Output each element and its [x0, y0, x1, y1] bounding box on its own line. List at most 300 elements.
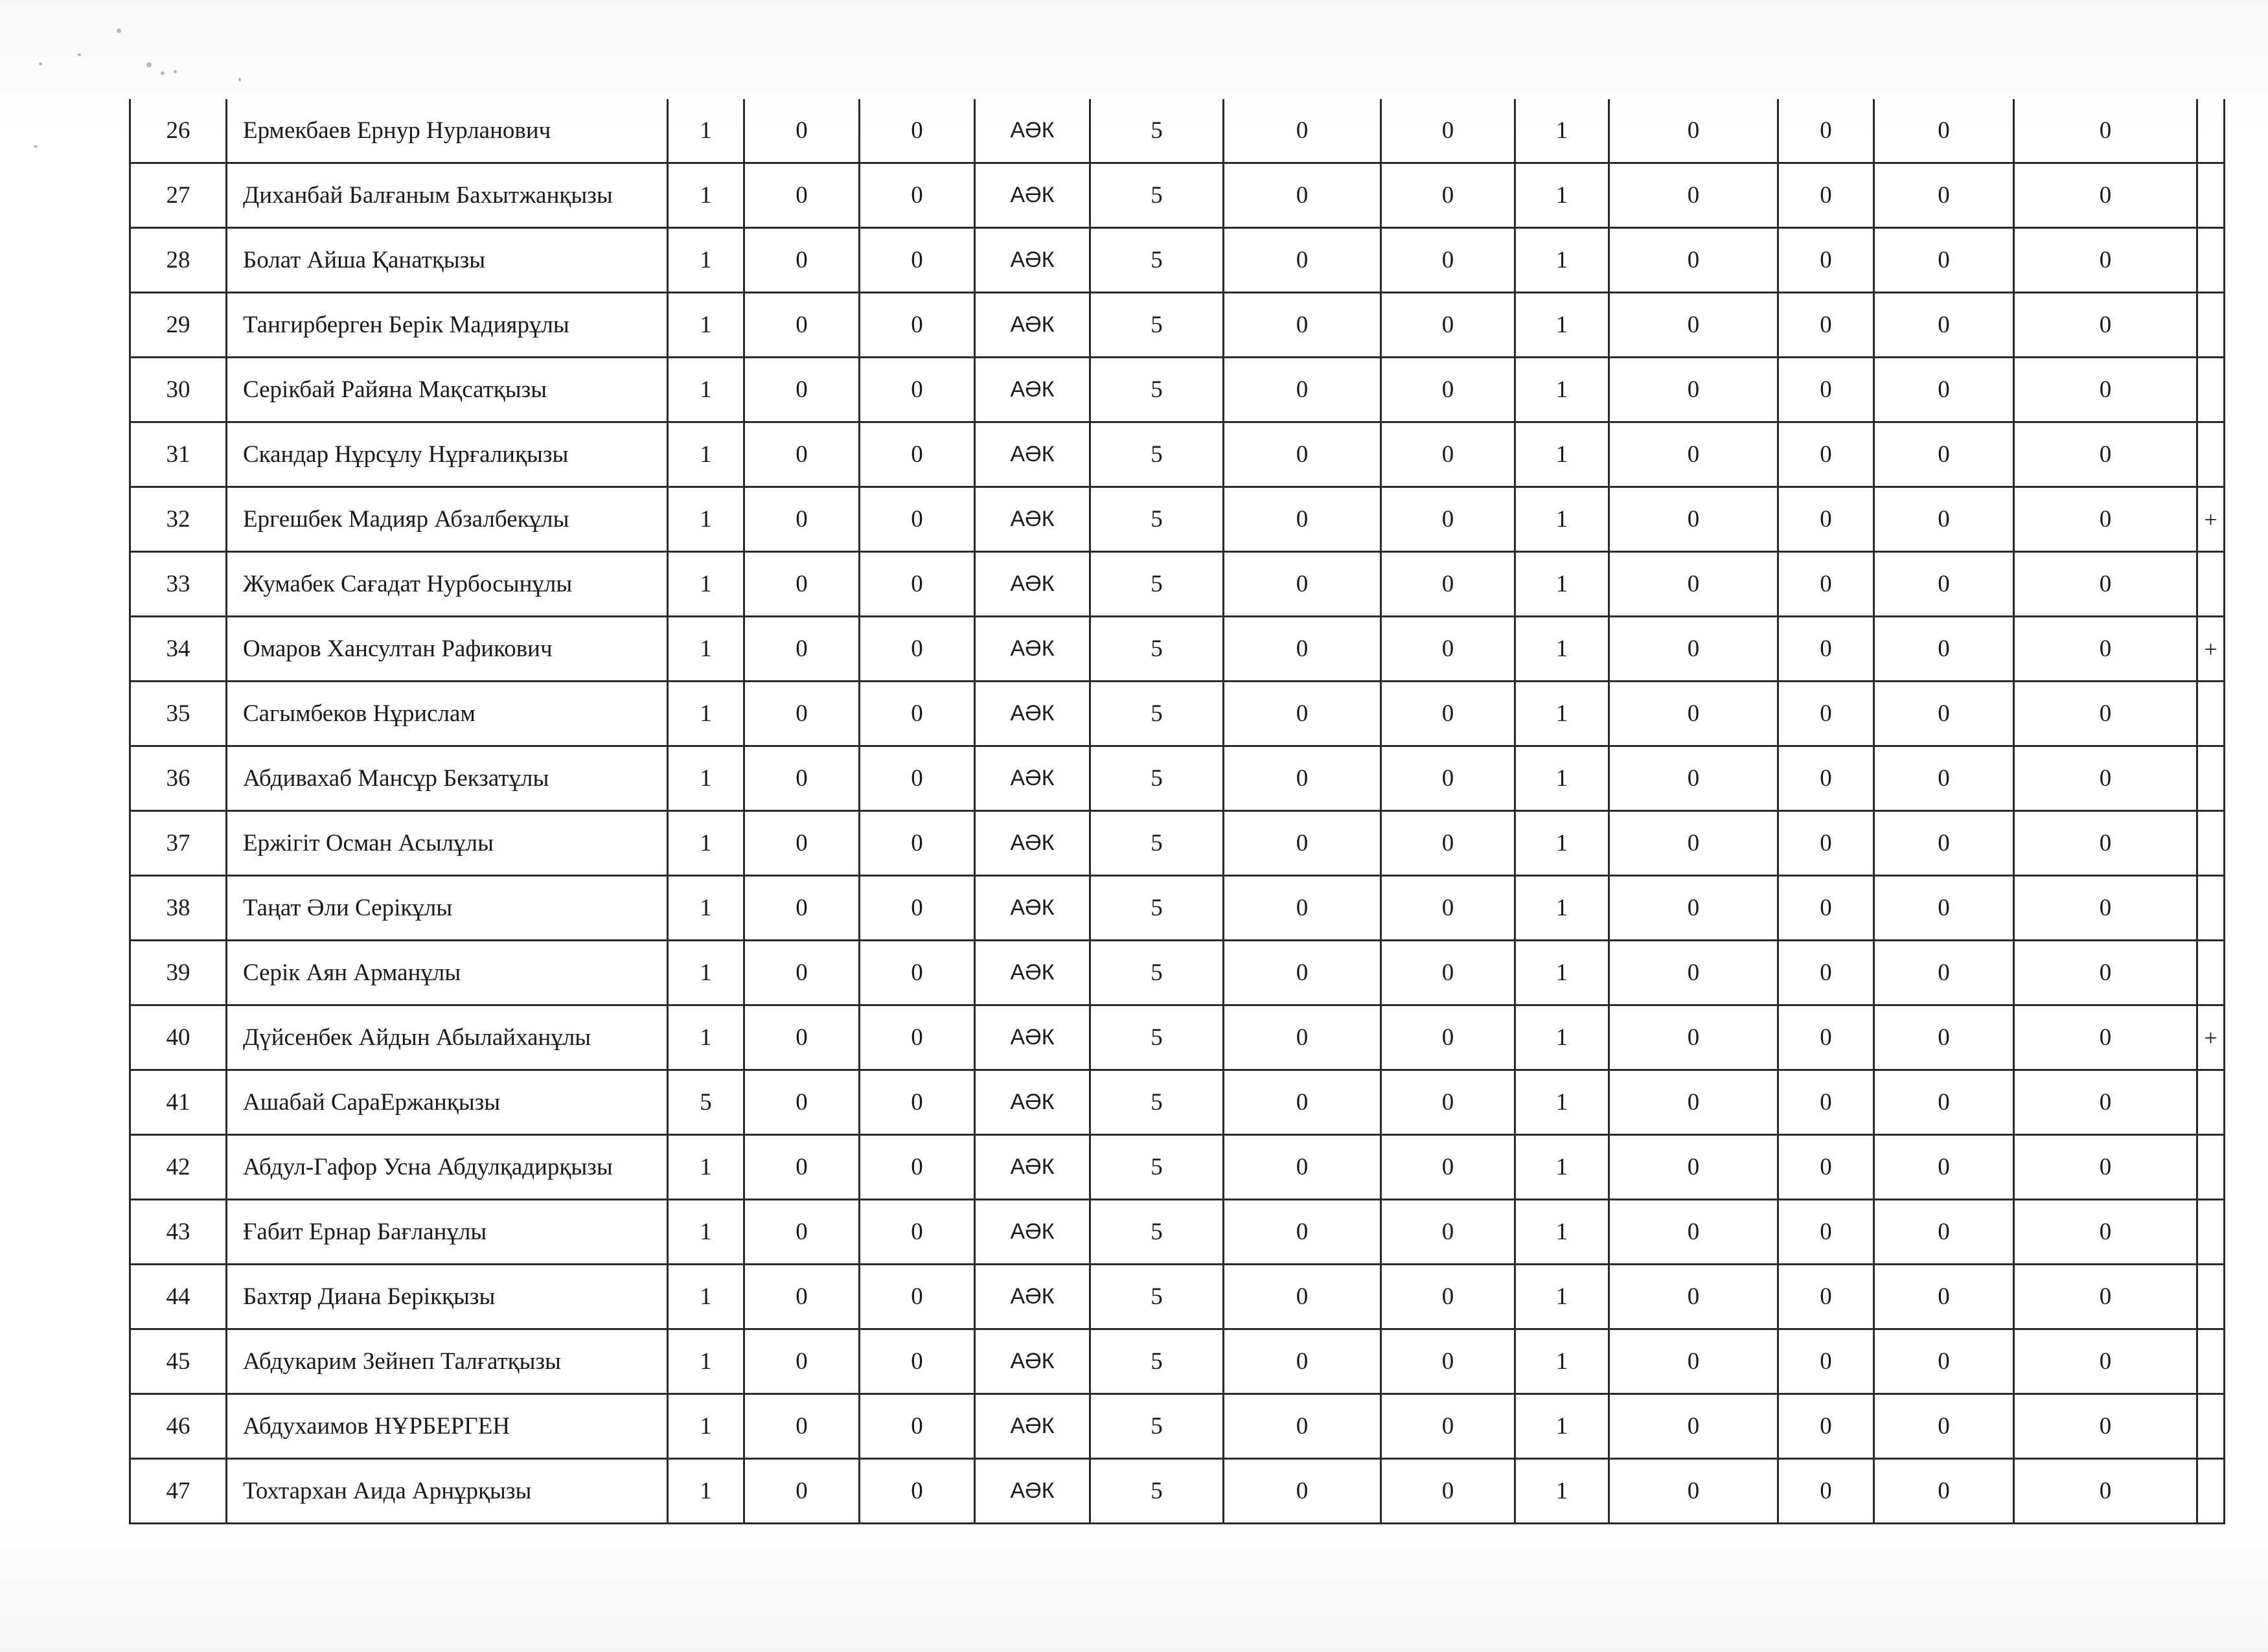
row-number-cell: 47 [130, 1459, 227, 1524]
table-cell: 0 [744, 746, 860, 811]
table-row [130, 1135, 2225, 1200]
table-cell: 5 [1090, 811, 1224, 876]
code-cell: АӘК [975, 746, 1090, 811]
code-cell: АӘК [975, 1135, 1090, 1200]
table-cell: 5 [1090, 293, 1224, 358]
table-cell: 0 [860, 99, 975, 163]
table-cell: 1 [668, 552, 744, 617]
table-cell: 0 [1874, 811, 2014, 876]
table-cell: 0 [1609, 228, 1778, 293]
table-cell: 0 [2014, 746, 2197, 811]
table-cell: 0 [1778, 876, 1874, 941]
mark-cell: + [2197, 487, 2225, 552]
table-cell: 0 [1778, 1459, 1874, 1524]
table-cell: 0 [1224, 876, 1381, 941]
table-cell: 0 [1874, 422, 2014, 487]
table-cell: 0 [1874, 228, 2014, 293]
mark-cell [2197, 1070, 2225, 1135]
row-number-cell: 36 [130, 746, 227, 811]
table-cell: 0 [1224, 746, 1381, 811]
table-row [130, 99, 2225, 163]
table-cell: 1 [668, 1394, 744, 1459]
table-cell: 1 [1515, 422, 1609, 487]
mark-cell [2197, 746, 2225, 811]
table-cell: 1 [668, 228, 744, 293]
table-cell: 0 [860, 617, 975, 682]
table-cell: 0 [1609, 1135, 1778, 1200]
row-number-cell: 39 [130, 941, 227, 1005]
table-cell: 1 [1515, 1070, 1609, 1135]
table-cell: 0 [860, 228, 975, 293]
table-cell: 1 [668, 358, 744, 422]
table-cell: 1 [668, 1459, 744, 1524]
table-cell: 0 [1381, 617, 1515, 682]
table-cell: 0 [1224, 941, 1381, 1005]
table-cell: 0 [2014, 293, 2197, 358]
table-cell: 0 [2014, 1329, 2197, 1394]
table-cell: 0 [1224, 617, 1381, 682]
table-cell: 0 [1778, 746, 1874, 811]
row-number-cell: 31 [130, 422, 227, 487]
table-cell: 0 [1224, 1070, 1381, 1135]
code-cell: АӘК [975, 358, 1090, 422]
table-cell: 5 [1090, 552, 1224, 617]
table-cell: 0 [1381, 811, 1515, 876]
student-name-cell: Серікбай Райяна Мақсатқызы [227, 358, 668, 422]
row-number-cell: 29 [130, 293, 227, 358]
table-cell: 0 [1224, 163, 1381, 228]
row-number-cell: 27 [130, 163, 227, 228]
table-cell: 0 [1381, 487, 1515, 552]
student-name-cell: Абдивахаб Мансұр Бекзатұлы [227, 746, 668, 811]
table-cell: 1 [1515, 552, 1609, 617]
table-cell: 0 [1609, 1005, 1778, 1070]
table-cell: 0 [1381, 746, 1515, 811]
table-cell: 0 [1609, 876, 1778, 941]
table-cell: 1 [1515, 746, 1609, 811]
student-name-cell: Скандар Нұрсұлу Нұрғалиқызы [227, 422, 668, 487]
table-cell: 1 [1515, 1265, 1609, 1329]
student-name-cell: Болат Айша Қанатқызы [227, 228, 668, 293]
table-cell: 0 [860, 358, 975, 422]
table-row [130, 487, 2225, 552]
table-row [130, 293, 2225, 358]
table-cell: 0 [1874, 746, 2014, 811]
table-cell: 1 [668, 1265, 744, 1329]
mark-cell [2197, 1329, 2225, 1394]
mark-cell: + [2197, 1005, 2225, 1070]
table-cell: 0 [2014, 1459, 2197, 1524]
table-cell: 0 [1874, 941, 2014, 1005]
table-cell: 0 [2014, 1265, 2197, 1329]
table-cell: 0 [744, 1005, 860, 1070]
table-cell: 0 [1874, 293, 2014, 358]
table-cell: 0 [744, 1265, 860, 1329]
table-cell: 0 [1224, 99, 1381, 163]
table-cell: 1 [1515, 1005, 1609, 1070]
table-row [130, 1329, 2225, 1394]
table-cell: 0 [1609, 163, 1778, 228]
table-body [130, 99, 2225, 1524]
table-cell: 0 [1874, 1394, 2014, 1459]
table-cell: 1 [668, 422, 744, 487]
code-cell: АӘК [975, 487, 1090, 552]
mark-cell [2197, 293, 2225, 358]
table-cell: 0 [1381, 1394, 1515, 1459]
mark-cell [2197, 228, 2225, 293]
table-cell: 0 [1874, 1005, 2014, 1070]
student-name-cell: Ергешбек Мадияр Абзалбекұлы [227, 487, 668, 552]
student-name-cell: Жумабек Сағадат Нурбосынұлы [227, 552, 668, 617]
table-cell: 0 [1609, 941, 1778, 1005]
table-cell: 1 [1515, 1135, 1609, 1200]
table-cell: 1 [1515, 1329, 1609, 1394]
code-cell: АӘК [975, 811, 1090, 876]
mark-cell [2197, 1459, 2225, 1524]
mark-cell [2197, 1265, 2225, 1329]
table-cell: 0 [860, 422, 975, 487]
code-cell: АӘК [975, 1265, 1090, 1329]
table-cell: 0 [860, 941, 975, 1005]
table-cell: 5 [1090, 1135, 1224, 1200]
table-cell: 0 [1224, 1329, 1381, 1394]
grades-table [129, 99, 2225, 1524]
table-cell: 0 [2014, 1200, 2197, 1265]
table-cell: 5 [1090, 876, 1224, 941]
table-cell: 1 [1515, 228, 1609, 293]
table-row [130, 1070, 2225, 1135]
table-cell: 0 [744, 941, 860, 1005]
table-cell: 0 [744, 617, 860, 682]
table-cell: 0 [1381, 358, 1515, 422]
code-cell: АӘК [975, 163, 1090, 228]
mark-cell [2197, 99, 2225, 163]
table-cell: 5 [1090, 1200, 1224, 1265]
table-cell: 1 [668, 941, 744, 1005]
table-cell: 0 [1224, 1265, 1381, 1329]
table-cell: 5 [1090, 487, 1224, 552]
code-cell: АӘК [975, 1005, 1090, 1070]
table-cell: 1 [668, 617, 744, 682]
mark-cell [2197, 422, 2225, 487]
table-cell: 5 [1090, 617, 1224, 682]
table-cell: 0 [744, 228, 860, 293]
table-cell: 0 [1874, 682, 2014, 746]
table-cell: 0 [1381, 422, 1515, 487]
table-cell: 1 [1515, 811, 1609, 876]
table-cell: 0 [2014, 1070, 2197, 1135]
table-cell: 0 [2014, 1005, 2197, 1070]
table-cell: 1 [1515, 487, 1609, 552]
table-row [130, 682, 2225, 746]
table-cell: 0 [1874, 1265, 2014, 1329]
student-name-cell: Ержігіт Осман Асылұлы [227, 811, 668, 876]
table-cell: 0 [1381, 876, 1515, 941]
table-cell: 0 [744, 1070, 860, 1135]
table-cell: 0 [744, 1329, 860, 1394]
row-number-cell: 35 [130, 682, 227, 746]
student-name-cell: Диханбай Балғаным Бахытжанқызы [227, 163, 668, 228]
row-number-cell: 28 [130, 228, 227, 293]
table-cell: 0 [1874, 1329, 2014, 1394]
table-cell: 5 [1090, 1394, 1224, 1459]
student-name-cell: Тангирберген Берік Мадиярұлы [227, 293, 668, 358]
table-cell: 1 [1515, 358, 1609, 422]
table-cell: 0 [1381, 1135, 1515, 1200]
row-number-cell: 37 [130, 811, 227, 876]
student-name-cell: Тохтархан Аида Арнұрқызы [227, 1459, 668, 1524]
mark-cell [2197, 876, 2225, 941]
table-cell: 0 [1874, 1459, 2014, 1524]
table-cell: 0 [1381, 1459, 1515, 1524]
table-cell: 1 [668, 1005, 744, 1070]
table-cell: 0 [1224, 293, 1381, 358]
table-cell: 0 [1874, 1135, 2014, 1200]
table-cell: 1 [1515, 941, 1609, 1005]
row-number-cell: 43 [130, 1200, 227, 1265]
row-number-cell: 30 [130, 358, 227, 422]
table-cell: 0 [1381, 552, 1515, 617]
student-name-cell: Омаров Хансултан Рафикович [227, 617, 668, 682]
table-cell: 0 [1381, 941, 1515, 1005]
mark-cell [2197, 941, 2225, 1005]
table-cell: 0 [1874, 1070, 2014, 1135]
table-cell: 1 [668, 811, 744, 876]
mark-cell [2197, 552, 2225, 617]
table-cell: 0 [2014, 1135, 2197, 1200]
mark-cell [2197, 358, 2225, 422]
table-cell: 0 [860, 1394, 975, 1459]
table-cell: 0 [1778, 228, 1874, 293]
table-cell: 1 [668, 487, 744, 552]
table-cell: 0 [1381, 163, 1515, 228]
table-cell: 0 [744, 1459, 860, 1524]
table-row [130, 617, 2225, 682]
table-cell: 1 [1515, 617, 1609, 682]
table-row [130, 1005, 2225, 1070]
student-name-cell: Серік Аян Арманұлы [227, 941, 668, 1005]
table-cell: 0 [744, 552, 860, 617]
table-cell: 0 [2014, 422, 2197, 487]
table-cell: 0 [1609, 617, 1778, 682]
student-name-cell: Абдул-Гафор Усна Абдулқадирқызы [227, 1135, 668, 1200]
table-cell: 0 [1609, 487, 1778, 552]
table-cell: 1 [1515, 876, 1609, 941]
row-number-cell: 46 [130, 1394, 227, 1459]
table-cell: 0 [1778, 1070, 1874, 1135]
table-cell: 0 [1874, 163, 2014, 228]
table-cell: 0 [1778, 1394, 1874, 1459]
table-cell: 0 [1609, 1200, 1778, 1265]
code-cell: АӘК [975, 293, 1090, 358]
table-cell: 0 [1778, 1135, 1874, 1200]
table-cell: 0 [860, 1265, 975, 1329]
table-cell: 0 [2014, 941, 2197, 1005]
table-cell: 0 [1381, 1200, 1515, 1265]
table-cell: 0 [860, 1005, 975, 1070]
table-cell: 0 [2014, 99, 2197, 163]
table-cell: 0 [744, 293, 860, 358]
table-cell: 5 [1090, 746, 1224, 811]
table-cell: 0 [1224, 1459, 1381, 1524]
table-cell: 0 [1778, 1200, 1874, 1265]
table-cell: 1 [668, 99, 744, 163]
table-cell: 0 [1609, 1070, 1778, 1135]
table-row [130, 228, 2225, 293]
table-cell: 1 [1515, 1394, 1609, 1459]
code-cell: АӘК [975, 1070, 1090, 1135]
table-cell: 0 [1609, 99, 1778, 163]
code-cell: АӘК [975, 941, 1090, 1005]
table-cell: 0 [1874, 99, 2014, 163]
table-cell: 0 [1224, 1200, 1381, 1265]
table-cell: 0 [1224, 1135, 1381, 1200]
table-cell: 0 [744, 1135, 860, 1200]
code-cell: АӘК [975, 422, 1090, 487]
code-cell: АӘК [975, 1200, 1090, 1265]
student-name-cell: Бахтяр Диана Берікқызы [227, 1265, 668, 1329]
table-cell: 0 [2014, 811, 2197, 876]
table-cell: 0 [1778, 358, 1874, 422]
row-number-cell: 40 [130, 1005, 227, 1070]
table-cell: 0 [860, 552, 975, 617]
table-cell: 0 [860, 682, 975, 746]
row-number-cell: 38 [130, 876, 227, 941]
table-cell: 0 [1609, 682, 1778, 746]
code-cell: АӘК [975, 617, 1090, 682]
table-cell: 0 [1224, 422, 1381, 487]
table-cell: 5 [1090, 99, 1224, 163]
row-number-cell: 34 [130, 617, 227, 682]
student-name-cell: Сагымбеков Нұрислам [227, 682, 668, 746]
table-cell: 0 [1778, 811, 1874, 876]
table-cell: 0 [2014, 617, 2197, 682]
code-cell: АӘК [975, 228, 1090, 293]
code-cell: АӘК [975, 876, 1090, 941]
table-cell: 1 [668, 1135, 744, 1200]
table-row [130, 1265, 2225, 1329]
table-row [130, 1394, 2225, 1459]
mark-cell [2197, 1200, 2225, 1265]
table-cell: 0 [1778, 552, 1874, 617]
table-cell: 0 [1778, 487, 1874, 552]
table-cell: 0 [2014, 163, 2197, 228]
student-name-cell: Таңат Әли Серікұлы [227, 876, 668, 941]
table-cell: 0 [744, 682, 860, 746]
row-number-cell: 33 [130, 552, 227, 617]
table-cell: 0 [744, 811, 860, 876]
table-cell: 0 [1381, 682, 1515, 746]
student-name-cell: Ашабай СараЕржанқызы [227, 1070, 668, 1135]
row-number-cell: 42 [130, 1135, 227, 1200]
table-cell: 0 [860, 293, 975, 358]
table-cell: 0 [860, 487, 975, 552]
student-name-cell: Абдухаимов НҰРБЕРГЕН [227, 1394, 668, 1459]
table-cell: 0 [1609, 1459, 1778, 1524]
table-cell: 0 [1609, 746, 1778, 811]
table-cell: 0 [1224, 552, 1381, 617]
table-cell: 1 [668, 682, 744, 746]
table-cell: 0 [860, 1329, 975, 1394]
table-cell: 0 [1609, 293, 1778, 358]
table-cell: 1 [1515, 682, 1609, 746]
table-row [130, 1459, 2225, 1524]
table-cell: 1 [668, 293, 744, 358]
table-cell: 0 [1609, 1265, 1778, 1329]
table-cell: 0 [2014, 1394, 2197, 1459]
table-cell: 0 [860, 746, 975, 811]
table-cell: 0 [860, 1135, 975, 1200]
code-cell: АӘК [975, 99, 1090, 163]
table-cell: 0 [744, 487, 860, 552]
table-cell: 0 [860, 1200, 975, 1265]
table-cell: 0 [1609, 1394, 1778, 1459]
table-row [130, 358, 2225, 422]
table-cell: 0 [744, 99, 860, 163]
table-cell: 0 [1778, 682, 1874, 746]
table-cell: 0 [744, 422, 860, 487]
row-number-cell: 26 [130, 99, 227, 163]
table-cell: 0 [1778, 617, 1874, 682]
table-cell: 0 [1778, 1005, 1874, 1070]
student-name-cell: Ғабит Ернар Бағланұлы [227, 1200, 668, 1265]
table-cell: 0 [744, 358, 860, 422]
table-cell: 5 [1090, 422, 1224, 487]
table-cell: 0 [860, 811, 975, 876]
table-cell: 0 [1381, 293, 1515, 358]
table-cell: 0 [744, 876, 860, 941]
mark-cell: + [2197, 617, 2225, 682]
mark-cell [2197, 1394, 2225, 1459]
table-cell: 0 [1224, 358, 1381, 422]
code-cell: АӘК [975, 1329, 1090, 1394]
table-cell: 5 [1090, 228, 1224, 293]
table-cell: 0 [744, 1200, 860, 1265]
table-row [130, 811, 2225, 876]
row-number-cell: 32 [130, 487, 227, 552]
table-cell: 1 [668, 1200, 744, 1265]
table-cell: 0 [2014, 682, 2197, 746]
table-cell: 0 [744, 163, 860, 228]
table-cell: 0 [1381, 228, 1515, 293]
table-cell: 0 [1224, 1005, 1381, 1070]
row-number-cell: 45 [130, 1329, 227, 1394]
table-row [130, 1200, 2225, 1265]
table-cell: 0 [1778, 163, 1874, 228]
table-cell: 0 [1381, 99, 1515, 163]
student-name-cell: Ермекбаев Ернур Нурланович [227, 99, 668, 163]
mark-cell [2197, 163, 2225, 228]
table-cell: 1 [1515, 1200, 1609, 1265]
table-row [130, 552, 2225, 617]
table-cell: 0 [1874, 876, 2014, 941]
table-cell: 0 [2014, 487, 2197, 552]
table-cell: 5 [1090, 1070, 1224, 1135]
table-cell: 0 [2014, 358, 2197, 422]
table-cell: 0 [2014, 228, 2197, 293]
table-cell: 0 [860, 163, 975, 228]
table-row [130, 746, 2225, 811]
table-cell: 0 [860, 1459, 975, 1524]
mark-cell [2197, 1135, 2225, 1200]
table-cell: 0 [1381, 1070, 1515, 1135]
table-cell: 1 [1515, 99, 1609, 163]
table-cell: 0 [1778, 1265, 1874, 1329]
table-cell: 1 [668, 876, 744, 941]
table-cell: 0 [1778, 99, 1874, 163]
table-cell: 0 [2014, 876, 2197, 941]
table-cell: 0 [1874, 487, 2014, 552]
